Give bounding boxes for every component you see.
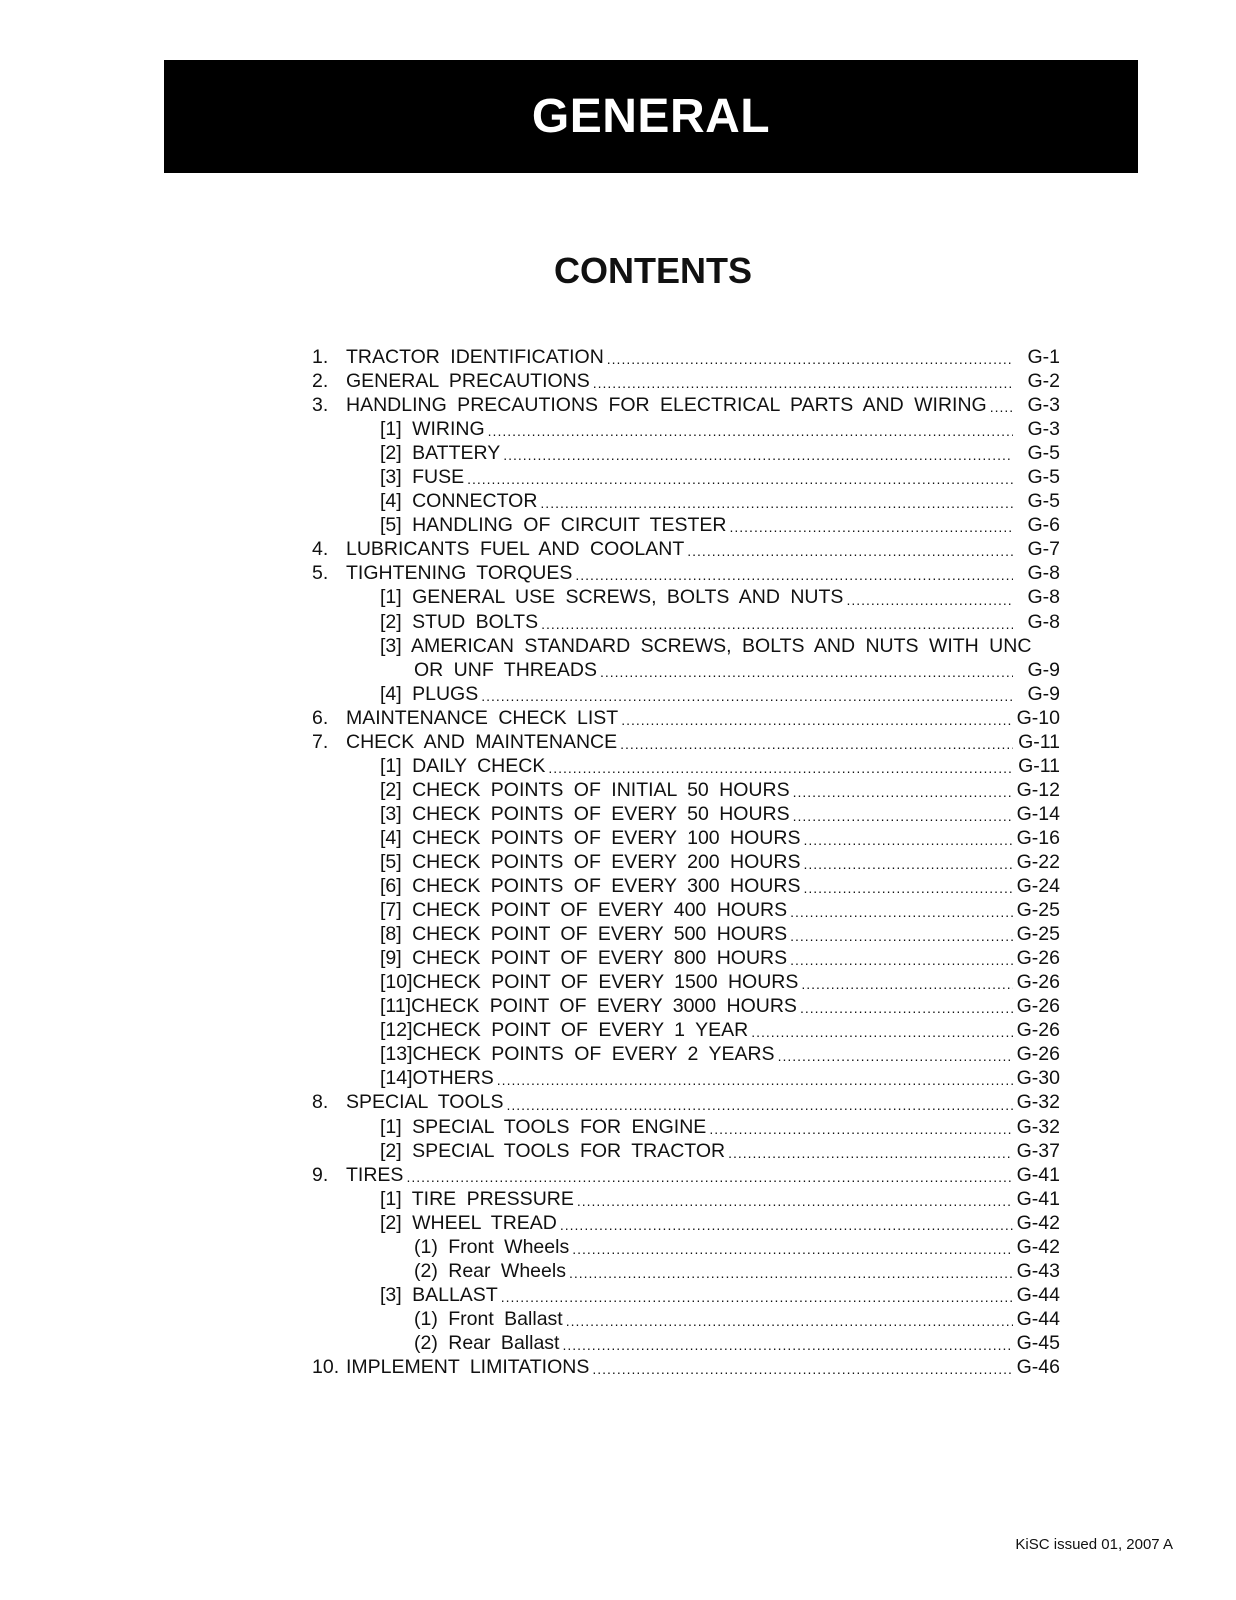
dot-leader [793,778,1013,802]
toc-entry-page: G-5 [1027,442,1060,465]
toc-entry [312,946,1060,970]
toc-entry-number [312,1235,346,1259]
dot-leader [541,610,1013,634]
toc-entry-page: G-30 [1016,1067,1060,1090]
toc-entry-number [312,1115,346,1139]
dot-leader [709,1115,1013,1139]
toc-entry-page: G-41 [1016,1187,1060,1210]
dot-leader [503,441,1013,465]
toc-entry [312,610,1060,634]
toc-entry-number: 2. [312,370,329,393]
dot-leader [730,513,1014,537]
toc-entry-number [312,826,346,850]
toc-entry-number: 3. [312,394,329,417]
toc-entry-number [312,1018,346,1042]
toc-entry [312,1139,1060,1163]
toc-entry-title: [2] CHECK POINTS OF INITIAL 50 HOURS [380,778,790,801]
toc-entry-title: (2) Rear Wheels [414,1259,566,1282]
toc-entry-title: [14]OTHERS [380,1067,494,1090]
dot-leader [778,1042,1013,1066]
dot-leader [803,850,1013,874]
toc-entry-title: OR UNF THREADS [414,658,597,681]
toc-entry-title: [3] CHECK POINTS OF EVERY 50 HOURS [380,802,790,825]
toc-entry [312,682,1060,706]
toc-entry-number [312,1259,346,1283]
toc-entry [312,1211,1060,1235]
toc-entry-page: G-8 [1027,562,1060,585]
dot-leader [592,1355,1013,1379]
toc-entry-number [312,946,346,970]
toc-entry-page: G-42 [1016,1235,1060,1258]
toc-entry-page: G-3 [1027,394,1060,417]
toc-entry [312,874,1060,898]
toc-entry [312,1283,1060,1307]
toc-entry-page: G-42 [1016,1211,1060,1234]
dot-leader [687,537,1013,561]
toc-entry [312,802,1060,826]
toc-entry [312,658,1060,682]
toc-entry [312,1042,1060,1066]
toc-entry-title: [2] WHEEL TREAD [380,1211,557,1234]
toc-entry-number [312,1042,346,1066]
dot-leader [593,369,1013,393]
toc-entry-number [312,1066,346,1090]
toc-entry-number [312,1307,346,1331]
toc-entry-number [312,465,346,489]
toc-entry [312,922,1060,946]
toc-entry-title: HANDLING PRECAUTIONS FOR ELECTRICAL PARTS AND WIRING [346,394,987,417]
toc-entry-page: G-25 [1016,899,1060,922]
toc-entry [312,1187,1060,1211]
toc-entry-number [312,754,346,778]
toc-entry-number [312,778,346,802]
dot-leader [572,1235,1013,1259]
toc-entry [312,754,1060,778]
dot-leader [488,417,1013,441]
toc-entry-number: 1. [312,346,329,368]
issue-footer: KiSC issued 01, 2007 A [1015,1536,1173,1553]
dot-leader [600,658,1013,682]
toc-entry [312,826,1060,850]
toc-entry-title: TIRES [346,1163,404,1186]
toc-entry-page: G-32 [1016,1091,1060,1114]
toc-entry [312,730,1060,754]
dot-leader [497,1066,1013,1090]
toc-entry-title: CHECK AND MAINTENANCE [346,730,618,753]
toc-entry-title: [10]CHECK POINT OF EVERY 1500 HOURS [380,971,799,994]
toc-entry-title: [5] HANDLING OF CIRCUIT TESTER [380,514,727,537]
toc-entry [312,970,1060,994]
toc-entry-number [312,634,346,658]
toc-entry [312,465,1060,489]
toc-entry-number [312,610,346,634]
toc-entry-page: G-14 [1016,802,1060,825]
toc-entry-number [312,658,346,682]
dot-leader [506,1090,1013,1114]
toc-entry-title: [12]CHECK POINT OF EVERY 1 YEAR [380,1019,749,1042]
toc-entry-page: G-26 [1016,971,1060,994]
toc-entry-page: G-6 [1027,514,1060,537]
toc-entry-title: [1] WIRING [380,418,485,441]
toc-entry [312,1331,1060,1355]
toc-entry-title: [9] CHECK POINT OF EVERY 800 HOURS [380,947,788,970]
toc-entry-title: [8] CHECK POINT OF EVERY 500 HOURS [380,923,788,946]
toc-entry [312,345,1060,369]
table-of-contents [312,345,1060,1379]
toc-entry [312,1115,1060,1139]
toc-entry-title: [4] CHECK POINTS OF EVERY 100 HOURS [380,826,801,849]
toc-entry-page: G-11 [1018,730,1060,753]
toc-entry-number [312,970,346,994]
toc-entry [312,513,1060,537]
section-title: GENERAL [531,90,771,143]
toc-entry-number [312,994,346,1018]
toc-entry-title: (1) Front Wheels [414,1235,570,1258]
toc-entry-title: [1] GENERAL USE SCREWS, BOLTS AND NUTS [380,586,844,609]
toc-entry [312,393,1060,417]
toc-entry-number: 4. [312,538,329,561]
toc-entry-number: 7. [312,730,329,753]
toc-entry-number: 8. [312,1091,329,1114]
toc-entry-title: [3] AMERICAN STANDARD SCREWS, BOLTS AND NUTS WITH UNC [380,634,1032,657]
dot-leader [569,1259,1013,1283]
toc-entry-page: G-43 [1016,1259,1060,1282]
toc-entry-page: G-26 [1016,947,1060,970]
dot-leader [620,730,1013,754]
dot-leader [801,970,1013,994]
toc-entry-page: G-22 [1016,850,1060,873]
toc-entry [312,1259,1060,1283]
toc-entry-title: [2] BATTERY [380,442,501,465]
toc-entry-title: [5] CHECK POINTS OF EVERY 200 HOURS [380,850,801,873]
toc-entry-title: IMPLEMENT LIMITATIONS [346,1355,590,1378]
toc-entry [312,369,1060,393]
toc-entry-number [312,1283,346,1307]
dot-leader [540,489,1013,513]
toc-entry-page: G-9 [1027,658,1060,681]
toc-entry-page: G-24 [1016,875,1060,898]
toc-entry-page: G-44 [1016,1307,1060,1330]
toc-entry-number: 6. [312,706,329,729]
toc-entry [312,850,1060,874]
dot-leader [800,994,1013,1018]
toc-entry [312,561,1060,585]
toc-entry-page: G-46 [1016,1355,1060,1378]
toc-entry-page: G-26 [1016,1019,1060,1042]
toc-entry-page: G-2 [1027,370,1060,393]
toc-entry-title: [3] FUSE [380,466,465,489]
dot-leader [751,1018,1013,1042]
toc-entry-title: [7] CHECK POINT OF EVERY 400 HOURS [380,899,788,922]
toc-entry [312,1307,1060,1331]
toc-entry-page: G-8 [1027,586,1060,609]
toc-entry-page: G-12 [1016,778,1060,801]
toc-entry-title: [4] CONNECTOR [380,490,538,513]
dot-leader [575,561,1013,585]
toc-entry-title: SPECIAL TOOLS [346,1091,504,1114]
toc-entry-page: G-3 [1027,418,1060,441]
toc-entry-title: (1) Front Ballast [414,1307,563,1330]
toc-entry-number [312,1331,346,1355]
toc-entry-number [312,1187,346,1211]
toc-entry-title: MAINTENANCE CHECK LIST [346,706,619,729]
dot-leader [790,946,1013,970]
dot-leader [803,874,1013,898]
dot-leader [406,1163,1013,1187]
toc-entry-number [312,513,346,537]
toc-entry-number [312,898,346,922]
toc-entry-page: G-37 [1016,1139,1060,1162]
toc-entry-page: G-26 [1016,1043,1060,1066]
toc-entry-page: G-9 [1027,682,1060,705]
toc-entry [312,1018,1060,1042]
toc-entry-number [312,682,346,706]
toc-entry-page: G-10 [1016,706,1060,729]
toc-entry-page: G-44 [1016,1283,1060,1306]
toc-entry [312,706,1060,730]
toc-entry-title: [2] SPECIAL TOOLS FOR TRACTOR [380,1139,726,1162]
toc-entry-title: (2) Rear Ballast [414,1331,560,1354]
toc-entry [312,1090,1060,1114]
toc-entry-page: G-8 [1027,610,1060,633]
toc-entry [312,489,1060,513]
toc-entry-page: G-5 [1027,490,1060,513]
toc-entry-title: [11]CHECK POINT OF EVERY 3000 HOURS [380,995,797,1018]
toc-entry-page: G-5 [1027,466,1060,489]
toc-entry-number: 5. [312,562,329,585]
toc-entry-page: G-32 [1016,1115,1060,1138]
toc-entry-number [312,874,346,898]
dot-leader [566,1307,1013,1331]
toc-entry [312,1163,1060,1187]
dot-leader [501,1283,1013,1307]
toc-entry [312,1235,1060,1259]
toc-entry-page: G-7 [1027,538,1060,561]
toc-entry [312,537,1060,561]
toc-entry-page: G-41 [1016,1163,1060,1186]
dot-leader [560,1211,1013,1235]
dot-leader [846,585,1013,609]
toc-entry-title: [6] CHECK POINTS OF EVERY 300 HOURS [380,875,801,898]
toc-entry [312,778,1060,802]
toc-entry-page: G-11 [1018,754,1060,777]
toc-entry-title: LUBRICANTS FUEL AND COOLANT [346,538,685,561]
toc-entry-number [312,489,346,513]
toc-entry-number [312,441,346,465]
dot-leader [790,898,1013,922]
toc-entry-title: [2] STUD BOLTS [380,610,539,633]
dot-leader [990,393,1013,417]
toc-entry-title: [4] PLUGS [380,682,479,705]
toc-entry-title: [3] BALLAST [380,1283,498,1306]
toc-entry-page: G-1 [1027,346,1060,368]
dot-leader [607,345,1013,369]
toc-entry-number [312,1139,346,1163]
toc-entry-title: TRACTOR IDENTIFICATION [346,346,604,368]
toc-entry-title: [1] SPECIAL TOOLS FOR ENGINE [380,1115,707,1138]
toc-entry [312,1355,1060,1379]
dot-leader [548,754,1013,778]
toc-entry-number: 9. [312,1163,329,1186]
toc-entry-page: G-26 [1016,995,1060,1018]
section-banner [164,60,1138,173]
dot-leader [793,802,1013,826]
toc-entry-number [312,585,346,609]
toc-entry-title: GENERAL PRECAUTIONS [346,370,590,393]
dot-leader [728,1139,1013,1163]
toc-entry-page: G-16 [1016,826,1060,849]
toc-entry [312,417,1060,441]
toc-entry-page: G-45 [1016,1331,1060,1354]
dot-leader [621,706,1013,730]
dot-leader [577,1187,1013,1211]
toc-entry-title: [1] TIRE PRESSURE [380,1187,574,1210]
toc-entry-number [312,417,346,441]
toc-entry-number [312,922,346,946]
toc-entry-number: 10. [312,1355,340,1378]
dot-leader [467,465,1013,489]
contents-heading: CONTENTS [554,250,752,291]
toc-entry [312,994,1060,1018]
toc-entry-number [312,802,346,826]
toc-entry [312,1066,1060,1090]
toc-entry-page: G-25 [1016,923,1060,946]
toc-entry-number [312,850,346,874]
toc-entry-number [312,1211,346,1235]
toc-entry [312,898,1060,922]
toc-entry-page [1016,634,1060,658]
toc-entry [312,441,1060,465]
dot-leader [562,1331,1013,1355]
dot-leader [790,922,1013,946]
toc-entry [312,585,1060,609]
toc-entry [312,634,1060,658]
toc-entry-title: TIGHTENING TORQUES [346,562,573,585]
dot-leader [481,682,1013,706]
toc-entry-title: [13]CHECK POINTS OF EVERY 2 YEARS [380,1043,775,1066]
dot-leader [803,826,1013,850]
toc-entry-title: [1] DAILY CHECK [380,754,546,777]
